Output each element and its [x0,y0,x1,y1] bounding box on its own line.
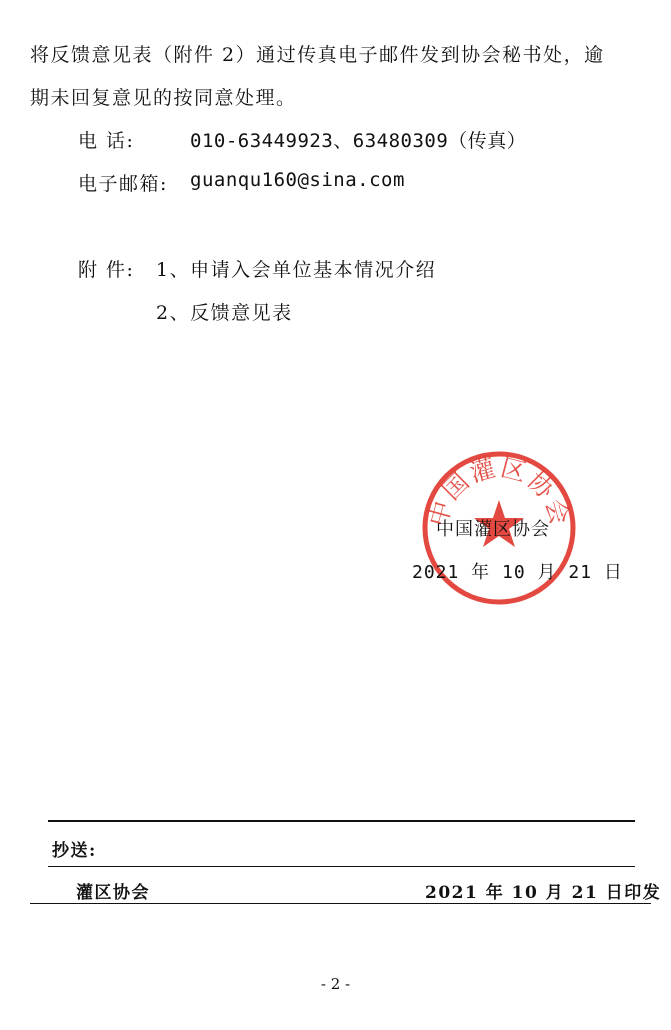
page-number: - 2 - [320,975,351,993]
email-value: guanqu160@sina.com [190,169,405,191]
signature-date: 2021 年 10 月 21 日 [412,562,623,583]
divider [48,820,635,822]
email-label: 电子邮箱: [78,173,168,195]
divider [48,866,635,867]
divider [30,903,651,904]
attachment-item: 2、反馈意见表 [156,302,293,324]
attachment-label: 附 件: [78,259,135,281]
issuer: 灌区协会 [76,883,150,903]
issue-date: 2021 年 10 月 21 日印发 [425,883,662,903]
phone-value: 010-63449923、63480309（传真） [190,130,527,152]
cc-label: 抄送: [52,841,97,861]
phone-label: 电 话: [78,130,135,152]
attachment-item: 1、申请入会单位基本情况介绍 [156,259,437,281]
paragraph-line: 期未回复意见的按同意处理。 [30,87,297,109]
paragraph-line: 将反馈意见表（附件 2）通过传真电子邮件发到协会秘书处，逾 [30,44,605,66]
signature-org: 中国灌区协会 [436,519,550,540]
svg-text:中国灌区协会: 中国灌区协会 [423,452,575,530]
